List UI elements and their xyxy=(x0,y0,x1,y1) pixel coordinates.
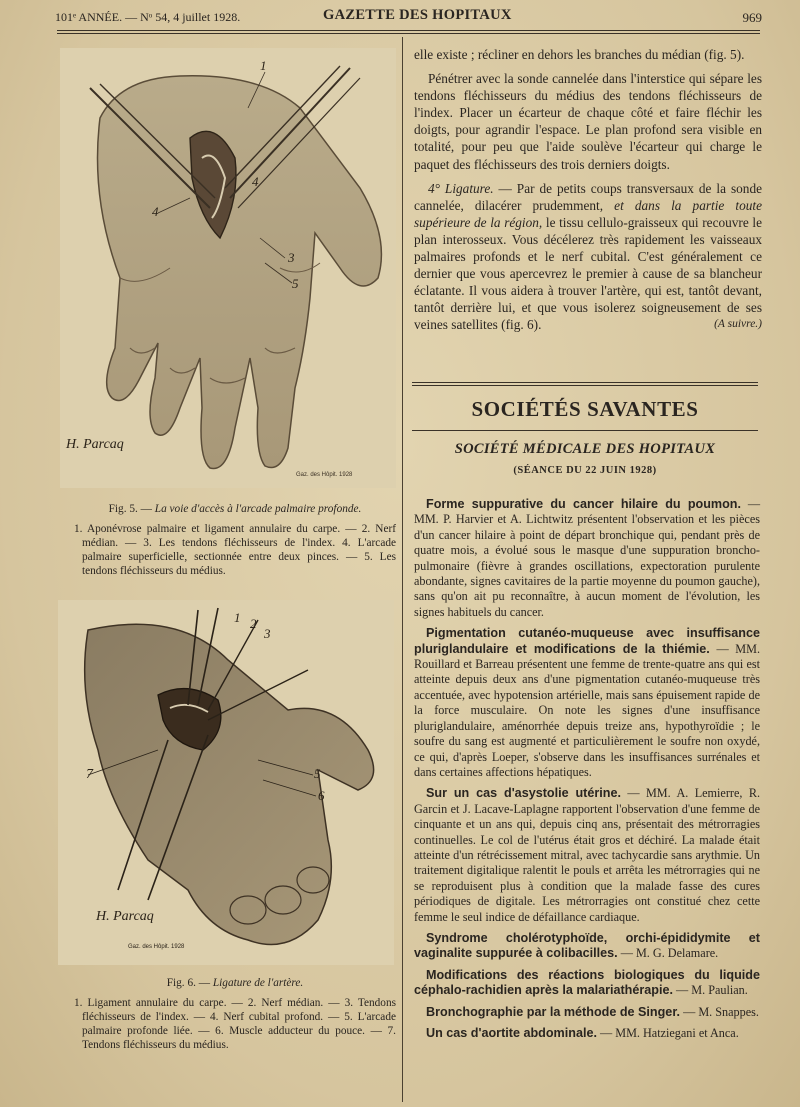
article-paragraph-3 xyxy=(414,180,762,334)
header-rule-thin xyxy=(57,33,760,34)
header-rule xyxy=(57,30,760,31)
entry-item xyxy=(414,931,760,962)
article-paragraph-1: elle existe ; récliner en dehors les branches du médian (fig. 5). xyxy=(414,47,745,62)
figure-5-illustration xyxy=(60,48,396,488)
fig6-stamp: Gaz. des Hôpit. 1928 xyxy=(128,944,185,950)
figure-5-title xyxy=(74,502,396,516)
entry-item xyxy=(414,1026,760,1041)
fig5-label-4a: 4 xyxy=(152,204,159,219)
society-title: SOCIÉTÉ MÉDICALE DES HOPITAUX xyxy=(454,441,716,457)
fig6-label-7: 7 xyxy=(86,767,93,782)
section-title: SOCIÉTÉS SAVANTES xyxy=(471,397,699,421)
section-rule-under-title xyxy=(412,430,758,431)
entry-title: Syndrome cholérotyphoïde, orchi-épididymite et vaginalite suppurée à colibacilles. xyxy=(414,930,760,961)
fig5-signature: H. Parcaq xyxy=(66,437,124,452)
entry-title: Bronchographie par la méthode de Singer. xyxy=(426,1004,681,1019)
entry-title: Pigmentation cutanéo-muqueuse avec insuffisance pluriglandulaire et modifications de la thiémie. xyxy=(414,626,760,656)
society-entries xyxy=(414,497,760,1047)
fig5-label-3: 3 xyxy=(288,250,295,265)
entry-title: Sur un cas d'asystolie utérine. xyxy=(426,786,621,801)
section-rule-top-thin xyxy=(412,385,758,386)
fig6-signature: H. Parcaq xyxy=(96,909,154,924)
p3-emphasis: et dans la partie toute supérieure de la région, xyxy=(414,197,762,230)
p3-text-b: le tissu cellulo-graisseux qui recouvre le plan interosseux. Vous décélerez très rapidement les vaisseaux palmaires profonds et le nerf cubital. C'est généralement ce dernier que vous apercevrez le premier à cause de sa blancheur éclatante. Il vous aidera à trouver l'artère, qui est, tantôt devant, tantôt derrière lui, et que vous isolerez soigneusement de ses veines satellites (fig. 6). xyxy=(414,214,762,333)
page-number: 969 xyxy=(742,10,762,25)
fig6-label-2: 2 xyxy=(250,616,257,631)
column-divider xyxy=(402,37,403,1102)
figure-5-caption xyxy=(74,502,396,578)
fig5-label-4b: 4 xyxy=(252,174,259,189)
entry-title: Un cas d'aortite abdominale. xyxy=(426,1026,597,1040)
issue-info: 101ᵉ ANNÉE. — Nᵒ 54, 4 juillet 1928. xyxy=(55,10,241,24)
fig5-label-1: 1 xyxy=(260,58,267,73)
fig6-label-6: 6 xyxy=(318,788,325,803)
p3-text-a: — Par de petits coups transversaux de la sonde cannelée, dilacérer prudemment, xyxy=(414,180,763,213)
entry-item xyxy=(414,968,760,999)
article-paragraph-2: Pénétrer avec la sonde cannelée dans l'interstice qui sépare les tendons fléchisseurs du médius des tendons fléchisseurs de l'index. Placer un écarteur de chaque côté et faire fléchir les doigts, pour agrandir l'espace. Le plan profond sera visible en totalité, pour peu que l'aide soulève l'écarteur qui charge le paquet des fléchisseurs des trois derniers doigts. xyxy=(414,71,762,172)
figure-6-title xyxy=(74,976,396,990)
figure-6-number: Fig. 6. — xyxy=(166,977,211,989)
figure-6-title-text: Ligature de l'artère. xyxy=(212,977,304,989)
figure-6-illustration xyxy=(58,600,394,965)
fig6-label-5: 5 xyxy=(314,766,321,781)
fig6-label-1: 1 xyxy=(234,610,241,625)
entry-item xyxy=(414,1005,760,1020)
entry-title: Forme suppurative du cancer hilaire du poumon. xyxy=(426,497,742,511)
entry-body: — M. Paulian. xyxy=(672,983,748,998)
figure-5-number: Fig. 5. — xyxy=(108,503,152,515)
fig5-label-5: 5 xyxy=(292,276,299,291)
section-rule-top xyxy=(412,382,758,383)
fig5-stamp: Gaz. des Hôpit. 1928 xyxy=(296,472,353,478)
entry-body: — MM. Rouillard et Barreau présentent une femme de trente-quatre ans qui est atteinte depuis deux ans d'une pigmentation cutanéo-muqueuse très accentuée, avec hypotension artérielle, mais sans épuisement rapide de la force musculaire. On note les signes d'une insuffisance pluriglandulaire, aménorrhée depuis treize ans, hypothyroïdie ; le soufre du sang est augmenté et particulièrement le soufre non oxydé, ce qui, d'après Loeper, s'observe dans les insuffisances surrénales et dans certaines affections hépatiques. xyxy=(414,641,760,779)
entry-title: Modifications des réactions biologiques du liquide céphalo-rachidien après la malariathérapie. xyxy=(414,967,760,998)
journal-title: GAZETTE DES HOPITAUX xyxy=(323,7,512,23)
to-be-continued: (A suivre.) xyxy=(714,318,762,331)
figure-5-title-text: La voie d'accès à l'arcade palmaire profonde. xyxy=(154,503,362,515)
entry-item xyxy=(414,626,760,780)
figure-6-caption xyxy=(74,976,396,1052)
ligature-heading: 4° Ligature. xyxy=(428,180,494,196)
fig6-label-3: 3 xyxy=(264,626,271,641)
entry-item xyxy=(414,786,760,925)
article-continuation xyxy=(414,46,762,341)
page-header xyxy=(55,6,762,28)
session-date: (SÉANCE DU 22 JUIN 1928) xyxy=(513,465,657,476)
entry-body: — M. G. Delamare. xyxy=(617,946,719,961)
entry-body: — M. Snappes. xyxy=(680,1004,759,1019)
entry-body: — MM. A. Lemierre, R. Garcin et J. Lacave-Laplagne rapportent l'observation d'une femme de cinquante et un ans qui, depuis cinq ans, présentait des métrorragies continuelles. Le col de l'utérus était gros et déchiré. La malade était atteinte d'un rétrécissement mitral, avec tachycardie sans arythmie. Un traitement digitalique ralentit le pouls et arrêta les métrorragies qui ne se reproduisent plus à condition que la malade fasse des cures périodiques de digitale. Les métrorragies ont constitué chez cette femme le seul indice de défaillance cardiaque. xyxy=(414,786,760,924)
entry-body: — MM. Hatziegani et Anca. xyxy=(596,1026,739,1040)
entry-item xyxy=(414,497,760,620)
figure-5-legend: 1. Aponévrose palmaire et ligament annulaire du carpe. — 2. Nerf médian. — 3. Les tendons fléchisseurs de l'index. 4. L'arcade palmaire superficielle, sectionnée entre deux pinces. — 5. Les tendons fléchisseurs du médius. xyxy=(74,523,396,577)
figure-6-legend: 1. Ligament annulaire du carpe. — 2. Nerf médian. — 3. Tendons fléchisseurs de l'index. — 4. Nerf cubital profond. — 5. L'arcade palmaire profonde liée. — 6. Muscle adducteur du pouce. — 7. Tendons fléchisseurs du médius. xyxy=(74,997,396,1051)
entry-body: — MM. P. Harvier et A. Lichtwitz présentent l'observation et les pièces d'un cancer hilaire à point de départ bronchique qui, pendant près de quatre mois, a évolué sous le masque d'une suppuration broncho-pulmonaire (fièvre à grandes oscillations, expectoration purulente abondante, signes cavitaires de la partie moyenne du poumon gauche), sans qu'on ait pu reconnaître, à aucun moment de l'évolution, les signes habituels du cancer. xyxy=(414,497,760,619)
